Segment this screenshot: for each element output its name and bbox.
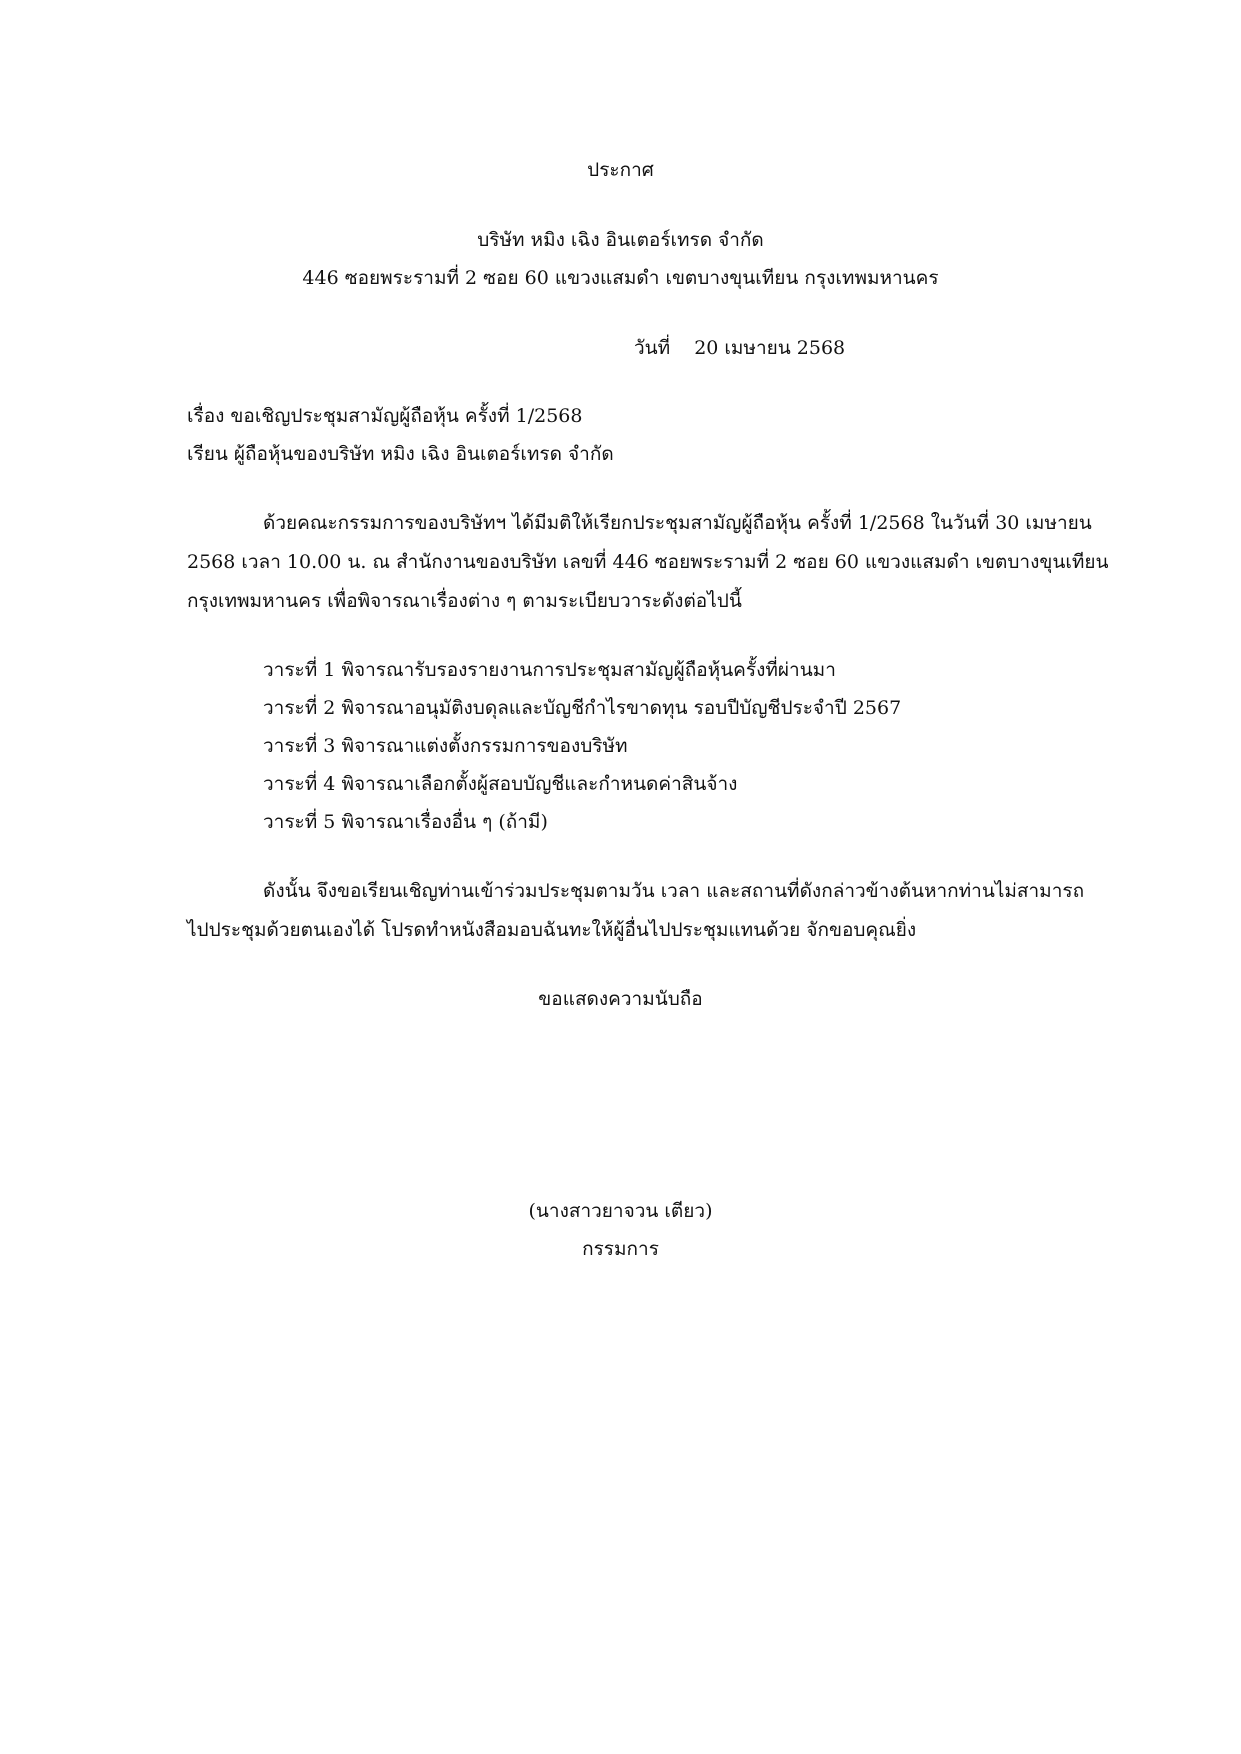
agenda-item: วาระที่ 2 พิจารณาอนุมัติงบดุลและบัญชีกำไรขาดทุน รอบปีบัญชีประจำปี 2567 bbox=[263, 697, 902, 719]
intro-line: กรุงเทพมหานคร เพื่อพิจารณาเรื่องต่าง ๆ ตามระเบียบวาระดังต่อไปนี้ bbox=[187, 590, 742, 612]
document-title: ประกาศ bbox=[587, 159, 654, 181]
agenda-item: วาระที่ 3 พิจารณาแต่งตั้งกรรมการของบริษัท bbox=[263, 735, 628, 757]
agenda-item: วาระที่ 1 พิจารณารับรองรายงานการประชุมสามัญผู้ถือหุ้นครั้งที่ผ่านมา bbox=[263, 659, 836, 681]
intro-line: 2568 เวลา 10.00 น. ณ สำนักงานของบริษัท เลขที่ 446 ซอยพระรามที่ 2 ซอย 60 แขวงแสมดำ เขตบางขุนเทียน bbox=[187, 551, 1109, 573]
signatory-name: (นางสาวยาจวน เตียว) bbox=[528, 1200, 713, 1222]
subject-line: เรื่อง ขอเชิญประชุมสามัญผู้ถือหุ้น ครั้งที่ 1/2568 bbox=[187, 405, 583, 427]
signatory-title: กรรมการ bbox=[582, 1238, 659, 1260]
closing-line: ดังนั้น จึงขอเรียนเชิญท่านเข้าร่วมประชุมตามวัน เวลา และสถานที่ดังกล่าวข้างต้นหากท่านไม่สามารถ bbox=[263, 880, 1085, 902]
recipient-line: เรียน ผู้ถือหุ้นของบริษัท หมิง เฉิง อินเตอร์เทรด จำกัด bbox=[187, 443, 614, 465]
agenda-item: วาระที่ 5 พิจารณาเรื่องอื่น ๆ (ถ้ามี) bbox=[263, 811, 548, 833]
company-name: บริษัท หมิง เฉิง อินเตอร์เทรด จำกัด bbox=[477, 229, 764, 251]
date-line bbox=[634, 334, 845, 362]
intro-line: ด้วยคณะกรรมการของบริษัทฯ ได้มีมติให้เรียกประชุมสามัญผู้ถือหุ้น ครั้งที่ 1/2568 ในวันที่ 30 เมษายน bbox=[263, 512, 1092, 534]
date-value: 20 เมษายน 2568 bbox=[694, 337, 846, 359]
company-address: 446 ซอยพระรามที่ 2 ซอย 60 แขวงแสมดำ เขตบางขุนเทียน กรุงเทพมหานคร bbox=[302, 267, 939, 289]
closing-line: ไปประชุมด้วยตนเองได้ โปรดทำหนังสือมอบฉันทะให้ผู้อื่นไปประชุมแทนด้วย จักขอบคุณยิ่ง bbox=[187, 919, 917, 941]
agenda-item: วาระที่ 4 พิจารณาเลือกตั้งผู้สอบบัญชีและกำหนดค่าสินจ้าง bbox=[263, 773, 738, 795]
salutation: ขอแสดงความนับถือ bbox=[538, 988, 703, 1010]
date-label: วันที่ bbox=[634, 337, 671, 359]
